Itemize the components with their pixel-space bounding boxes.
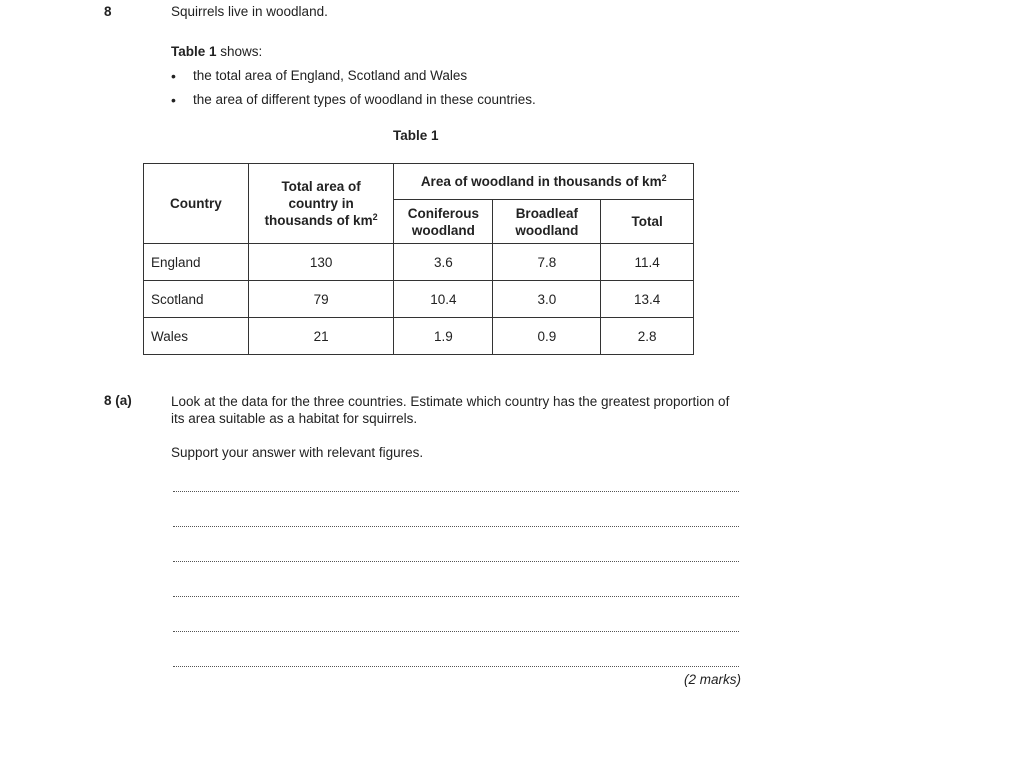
header-total-area-sup: 2 xyxy=(372,212,378,222)
cell-broadleaf: 0.9 xyxy=(493,318,601,355)
answer-line[interactable] xyxy=(173,491,739,492)
answer-line[interactable] xyxy=(173,526,739,527)
marks-label: (2 marks) xyxy=(684,672,741,687)
question-text: Look at the data for the three countries. Estimate which country has the greatest proportion of its area suitable as a habitat for squirrels. xyxy=(171,394,730,426)
header-broadleaf: Broadleaf woodland xyxy=(493,200,601,244)
table-row xyxy=(144,244,694,281)
cell-total-area: 79 xyxy=(248,281,394,318)
table-row xyxy=(144,318,694,355)
cell-total: 13.4 xyxy=(601,281,694,318)
answer-line[interactable] xyxy=(173,561,739,562)
table-reference: Table 1 xyxy=(171,44,217,59)
bullet-item: • the total area of England, Scotland and Wales xyxy=(171,68,536,92)
answer-line[interactable] xyxy=(173,596,739,597)
answer-line[interactable] xyxy=(173,666,739,667)
support-instruction: Support your answer with relevant figures. xyxy=(171,445,424,460)
table-reference-line xyxy=(171,44,262,59)
cell-country: Wales xyxy=(144,318,249,355)
table-row xyxy=(144,281,694,318)
cell-broadleaf: 7.8 xyxy=(493,244,601,281)
cell-coniferous: 3.6 xyxy=(394,244,493,281)
header-total-area-text: Total area of country in thousands of km xyxy=(264,179,373,228)
header-total: Total xyxy=(601,200,694,244)
header-total-area xyxy=(248,164,394,244)
woodland-table xyxy=(143,163,694,355)
header-woodland-group-sup: 2 xyxy=(661,173,667,183)
header-woodland-group-text: Area of woodland in thousands of km xyxy=(420,174,662,189)
table-caption: Table 1 xyxy=(393,128,439,143)
header-coniferous: Coniferous woodland xyxy=(394,200,493,244)
question-intro: Squirrels live in woodland. xyxy=(171,4,328,19)
cell-total-area: 21 xyxy=(248,318,394,355)
question-number: 8 xyxy=(104,4,112,19)
cell-country: Scotland xyxy=(144,281,249,318)
bullet-list xyxy=(171,68,536,116)
cell-broadleaf: 3.0 xyxy=(493,281,601,318)
cell-coniferous: 1.9 xyxy=(394,318,493,355)
cell-coniferous: 10.4 xyxy=(394,281,493,318)
cell-total: 11.4 xyxy=(601,244,694,281)
shows-text: shows: xyxy=(216,44,263,59)
part-label: 8 (a) xyxy=(104,393,132,408)
bullet-item: • the area of different types of woodland in these countries. xyxy=(171,92,536,116)
cell-total: 2.8 xyxy=(601,318,694,355)
header-woodland-group xyxy=(394,164,694,200)
header-country: Country xyxy=(144,164,249,244)
answer-line[interactable] xyxy=(173,631,739,632)
cell-total-area: 130 xyxy=(248,244,394,281)
cell-country: England xyxy=(144,244,249,281)
